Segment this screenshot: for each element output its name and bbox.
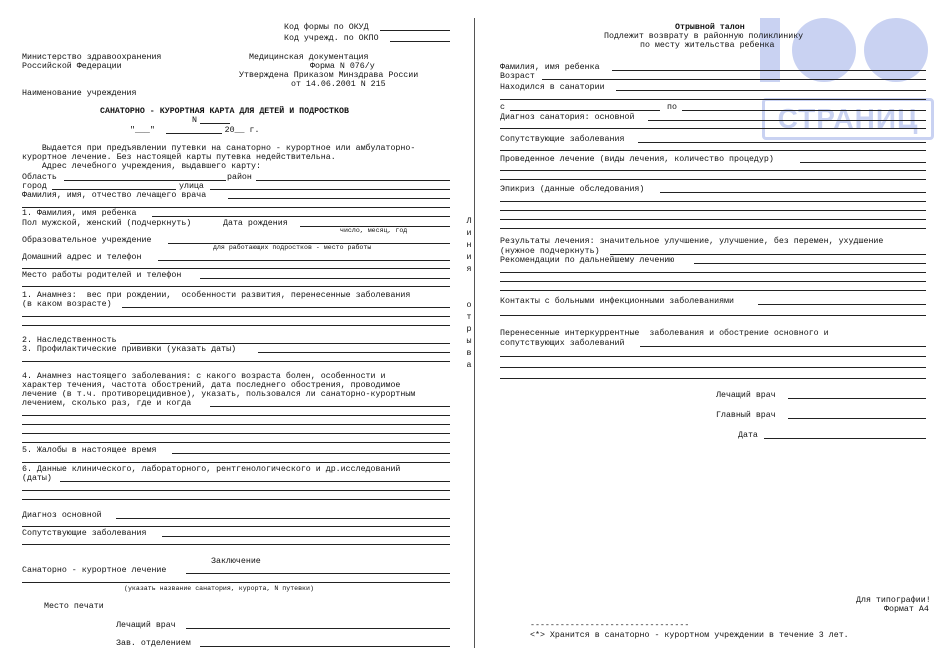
p5-label: 5. Жалобы в настоящее время [22, 446, 157, 455]
blank-line [500, 201, 926, 202]
blank-line [500, 356, 926, 357]
stub-subtitle-1: Подлежит возврату в районную поликлинику [604, 32, 804, 41]
r-lech-line [788, 398, 926, 399]
p6-line [60, 481, 450, 482]
oblast-line [64, 180, 226, 181]
p6-2: (даты) [22, 474, 52, 483]
institution-label: Наименование учреждения [22, 89, 137, 98]
blank-line [500, 210, 926, 211]
card-date-line [166, 133, 222, 134]
blank-line [22, 207, 450, 208]
p1-line [152, 216, 450, 217]
blank-line [500, 272, 926, 273]
blank-line [500, 219, 926, 220]
blank-line [500, 179, 926, 180]
blank-line [22, 582, 450, 583]
r-s-line [510, 110, 660, 111]
blank-line [500, 128, 926, 129]
edu-label: Образовательное учреждение [22, 236, 152, 245]
watermark-text: СТРАНИЦ [762, 98, 934, 140]
ulitsa-label: улица [179, 182, 204, 191]
r-treat-label: Проведенное лечение (виды лечения, количество процедур) [500, 155, 774, 164]
blank-line [500, 290, 926, 291]
r-sopvt-line [638, 142, 926, 143]
anamnesis-2: (в каком возрасте) [22, 300, 112, 309]
blank-line [22, 462, 450, 463]
doctor-fio-label: Фамилия, имя, отчество лечащего врача [22, 191, 207, 200]
med-doc: Медицинская документация [249, 53, 369, 62]
r-fio-label: Фамилия, имя ребенка [500, 63, 600, 72]
r-fio-line [612, 70, 926, 71]
approved: Утверждена Приказом Минздрава России [239, 71, 419, 80]
blank-line [22, 442, 450, 443]
anamnesis-line [122, 307, 450, 308]
typography-note-1: Для типографии! [856, 596, 931, 605]
r-res-1: Результаты лечения: значительное улучшение, улучшение, без перемен, ухудшение [500, 237, 884, 246]
r-inter-1: Перенесенные интеркуррентные заболевания и обострение основного и [500, 329, 829, 338]
p1-label: 1. Фамилия, имя ребенка [22, 209, 137, 218]
blank-line [500, 367, 926, 368]
intro-1: Выдается при предъявлении путевки на санаторно - курортное или амбулаторно- [22, 144, 416, 153]
r-po-label: по [667, 103, 677, 112]
blank-line [22, 268, 450, 269]
r-diag-label: Диагноз санатория: основной [500, 113, 635, 122]
blank-line [22, 415, 450, 416]
r-diag-line [648, 120, 926, 121]
lech-label: Лечащий врач [116, 621, 176, 630]
fold-letter: я [466, 265, 472, 274]
r-rec-label: Рекомендации по дальнейшему лечению [500, 256, 675, 265]
sankur-label: Санаторно - курортное лечение [22, 566, 167, 575]
ulitsa-line [210, 189, 450, 190]
blank-line [22, 490, 450, 491]
r-rec-line [694, 263, 926, 264]
anamnesis-1: 1. Анамнез: вес при рождении, особенности развития, перенесенные заболевания [22, 291, 411, 300]
p3-line [258, 352, 450, 353]
blank-line [22, 499, 450, 500]
r-contact-label: Контакты с больными инфекционными заболеваниями [500, 297, 735, 306]
blank-line [500, 228, 926, 229]
diag-line [116, 518, 450, 519]
intro-3: Адрес лечебного учреждения, выдавшего карту: [22, 162, 261, 171]
blank-line [22, 361, 450, 362]
fold-letter: и [466, 229, 472, 238]
r-inter-2: сопутствующих заболеваний [500, 339, 625, 348]
r-age-line [542, 79, 926, 80]
r-res-2: (нужное подчеркнуть) [500, 247, 600, 256]
r-s-label: с [500, 103, 505, 112]
doctor-fio-line [228, 198, 450, 199]
r-age-label: Возраст [500, 72, 535, 81]
birth-label: Дата рождения [223, 219, 288, 228]
r-date-label: Дата [738, 431, 758, 440]
blank-line [500, 99, 926, 100]
fold-letter: в [466, 349, 472, 358]
r-treat-line [800, 162, 926, 163]
watermark-digit-zero [792, 18, 856, 82]
blank-line [500, 378, 926, 379]
watermark-digit-zero [864, 18, 928, 82]
r-contact-line [758, 304, 926, 305]
blank-line [500, 150, 926, 151]
r-epic-line [660, 192, 926, 193]
fold-letter: о [466, 301, 472, 310]
p4-4: лечением, сколько раз, где и когда [22, 399, 192, 408]
fold-letter: р [466, 325, 472, 334]
approved-date: от 14.06.2001 N 215 [291, 80, 386, 89]
typography-note-2: Формат А4 [884, 605, 929, 614]
tear-line [474, 18, 475, 648]
blank-line [22, 316, 450, 317]
p5-line [172, 453, 450, 454]
home-label: Домашний адрес и телефон [22, 253, 142, 262]
lech-line [186, 628, 450, 629]
sankur-hint: (указать название санатория, курорта, N путевки) [124, 585, 314, 592]
okud-line [380, 30, 450, 31]
r-sopvt-label: Сопутствующие заболевания [500, 135, 625, 144]
diag-label: Диагноз основной [22, 511, 102, 520]
r-san-label: Находился в санатории [500, 83, 605, 92]
r-san-line [616, 90, 926, 91]
oblast-label: Область [22, 173, 57, 182]
birth-hint: число, месяц, год [340, 227, 408, 234]
r-inter-line [640, 346, 926, 347]
blank-line [22, 433, 450, 434]
card-n-line [200, 123, 230, 124]
r-res-line [610, 254, 926, 255]
parents-line [200, 278, 450, 279]
r-lech-label: Лечащий врач [716, 391, 776, 400]
fold-letter: н [466, 241, 472, 250]
blank-line [22, 544, 450, 545]
okud-label: Код формы по ОКУД [284, 23, 369, 32]
blank-line [22, 325, 450, 326]
okpo-line [390, 41, 450, 42]
p4-2: характер течения, частота обострений, дата последнего обострения, проводимое [22, 381, 401, 390]
sex-label: Пол мужской, женский (подчеркнуть) [22, 219, 192, 228]
zav-line [200, 646, 450, 647]
fold-letter: т [466, 313, 472, 322]
r-glav-line [788, 418, 926, 419]
card-date: "___" 20__ г. [130, 126, 260, 135]
r-po-line [682, 110, 926, 111]
card-title: САНАТОРНО - КУРОРТНАЯ КАРТА ДЛЯ ДЕТЕЙ И ПОДРОСТКОВ [100, 107, 349, 116]
fold-letter: ы [466, 337, 472, 346]
r-date-line [764, 438, 926, 439]
blank-line [500, 281, 926, 282]
card-n: N [192, 116, 197, 125]
blank-line [500, 170, 926, 171]
p4-1: 4. Анамнез настоящего заболевания: с какого возраста болен, особенности и [22, 372, 386, 381]
stamp-label: Место печати [44, 602, 104, 611]
rayon-line [256, 180, 450, 181]
r-epic-label: Эпикриз (данные обследования) [500, 185, 645, 194]
intro-2: курортное лечение. Без настоящей карты путевка недействительна. [22, 153, 336, 162]
fold-letter: Л [466, 217, 472, 226]
gorod-label: город [22, 182, 47, 191]
p2-line [130, 343, 450, 344]
blank-line [500, 315, 926, 316]
blank-line [22, 526, 450, 527]
parents-label: Место работы родителей и телефон [22, 271, 182, 280]
footnote: <*> Хранится в санаторно - курортном учреждении в течение 3 лет. [530, 631, 849, 640]
ministry-line2: Российской Федерации [22, 62, 122, 71]
zav-label: Зав. отделением [116, 639, 191, 648]
p4-line [210, 406, 450, 407]
blank-line [22, 424, 450, 425]
sopvt-line [162, 536, 450, 537]
p6-1: 6. Данные клинического, лабораторного, рентгенологического и др.исследований [22, 465, 401, 474]
fold-letter: и [466, 253, 472, 262]
ministry-line1: Министерство здравоохранения [22, 53, 162, 62]
stub-subtitle-2: по месту жительства ребенка [640, 41, 775, 50]
stub-title: Отрывной талон [675, 23, 745, 32]
fold-letter: а [466, 361, 472, 370]
okpo-label: Код учрежд. по ОКПО [284, 34, 379, 43]
home-line [158, 260, 450, 261]
sopvt-label: Сопутствующие заболевания [22, 529, 147, 538]
p3-label: 3. Профилактические прививки (указать даты) [22, 345, 237, 354]
blank-line [22, 286, 450, 287]
r-glav-label: Главный врач [716, 411, 776, 420]
edu-hint: для работающих подростков - место работы [213, 244, 372, 251]
p4-3: лечение (в т.ч. противорецидивное), указать, пользовался ли санаторно-курортным [22, 390, 416, 399]
rayon-label: район [227, 173, 252, 182]
conclusion-title: Заключение [211, 557, 261, 566]
p2-label: 2. Наследственность [22, 336, 117, 345]
form-number: Форма N 076/у [310, 62, 375, 71]
footnote-rule: -------------------------------- [530, 621, 690, 630]
gorod-line [52, 189, 176, 190]
sankur-line [186, 573, 450, 574]
